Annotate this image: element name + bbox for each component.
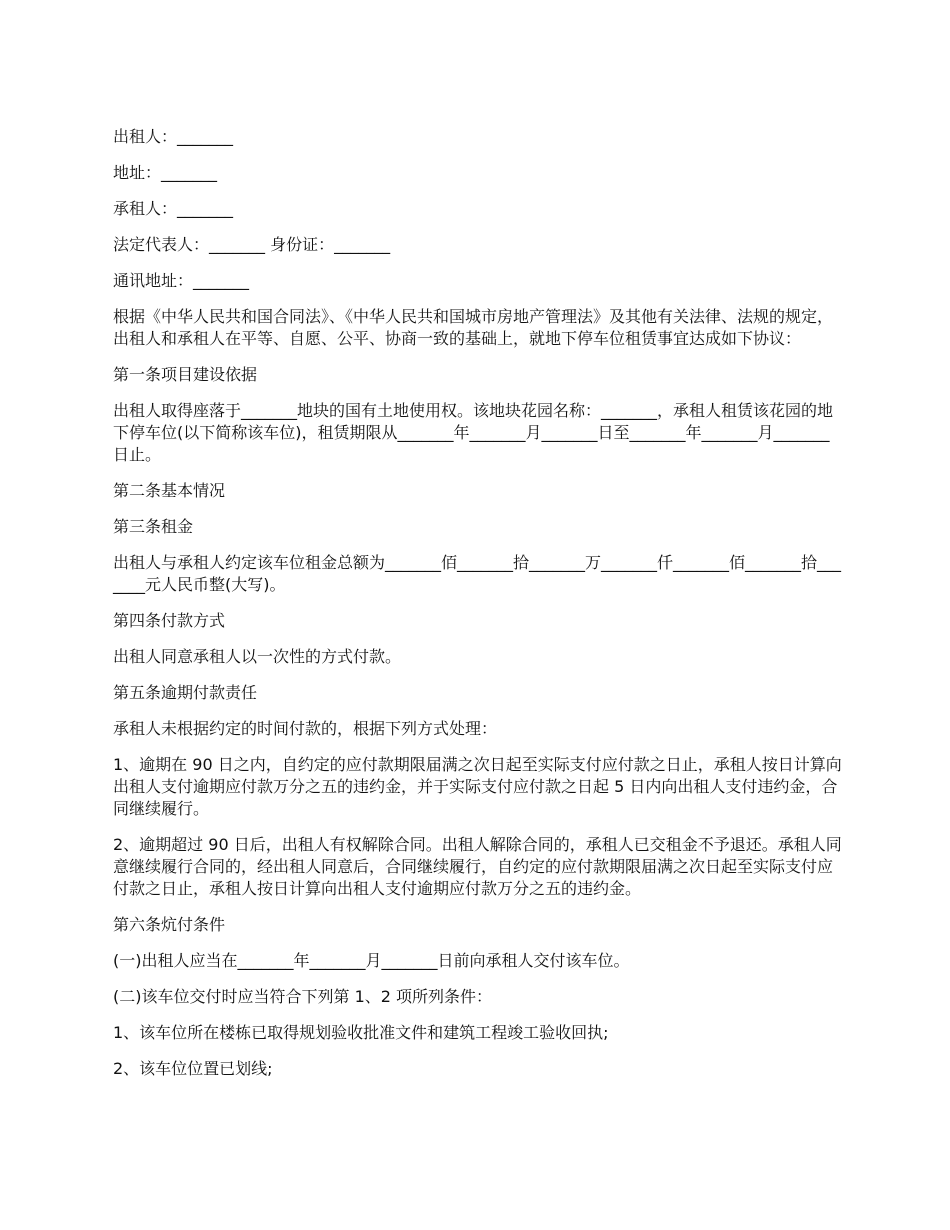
preamble-paragraph: 根据《中华人民共和国合同法》、《中华人民共和国城市房地产管理法》及其他有关法律、法规的规定，出租人和承租人在平等、自愿、公平、协商一致的基础上，就地下停车位租赁事宜达成如下协议：: [113, 307, 834, 348]
article-3-heading: 第三条租金: [113, 517, 194, 536]
mailing-address-line: 通讯地址：_______: [113, 271, 250, 290]
article-3-body: 出租人与承租人约定该车位租金总额为_______佰_______拾_______万_______仟_______佰_______拾_______元人民币整(大写)。: [113, 553, 842, 594]
article-1-body: 出租人取得座落于_______地块的国有土地使用权。该地块花园名称：_______，承租人租赁该花园的地下停车位(以下简称该车位)，租赁期限从_______年_______月_______日至_______年_______月_______日止。: [113, 401, 834, 464]
condition-item-1: 1、该车位所在楼栋已取得规划验收批准文件和建筑工程竣工验收回执;: [113, 1023, 609, 1042]
article-5-item-1: 1、逾期在 90 日之内，自约定的应付款期限届满之次日起至实际支付应付款之日止，承租人按日计算向出租人支付逾期应付款万分之五的违约金，并于实际支付应付款之日起 5 日内向出租人支付违约金，合同继续履行。: [113, 755, 842, 818]
article-4-heading: 第四条付款方式: [113, 611, 226, 630]
article-5-item-2: 2、逾期超过 90 日后，出租人有权解除合同。出租人解除合同的，承租人已交租金不予退还。承租人同意继续履行合同的，经出租人同意后，合同继续履行，自约定的应付款期限届满之次日起至实际支付应付款之日止，承租人按日计算向出租人支付逾期应付款万分之五的违约金。: [113, 835, 842, 898]
article-1-heading: 第一条项目建设依据: [113, 365, 258, 384]
article-2-heading: 第二条基本情况: [113, 481, 226, 500]
article-4-body: 出租人同意承租人以一次性的方式付款。: [113, 647, 402, 666]
legal-rep-line: 法定代表人：_______ 身份证：_______: [113, 235, 391, 254]
document-page: [113, 126, 843, 1094]
article-6-clause-1: (一)出租人应当在_______年_______月_______日前向承租人交付该车位。: [113, 951, 630, 970]
article-6-clause-2: (二)该车位交付时应当符合下列第 1、2 项所列条件：: [113, 987, 493, 1006]
lessor-line: 出租人：_______: [113, 127, 234, 146]
article-6-heading: 第六条炕付条件: [113, 915, 226, 934]
article-5-heading: 第五条逾期付款责任: [113, 683, 258, 702]
address-line: 地址：_______: [113, 163, 218, 182]
lessee-line: 承租人：_______: [113, 199, 234, 218]
condition-item-2: 2、该车位位置已划线;: [113, 1059, 273, 1078]
article-5-intro: 承租人未根据约定的时间付款的，根据下列方式处理：: [113, 719, 498, 738]
